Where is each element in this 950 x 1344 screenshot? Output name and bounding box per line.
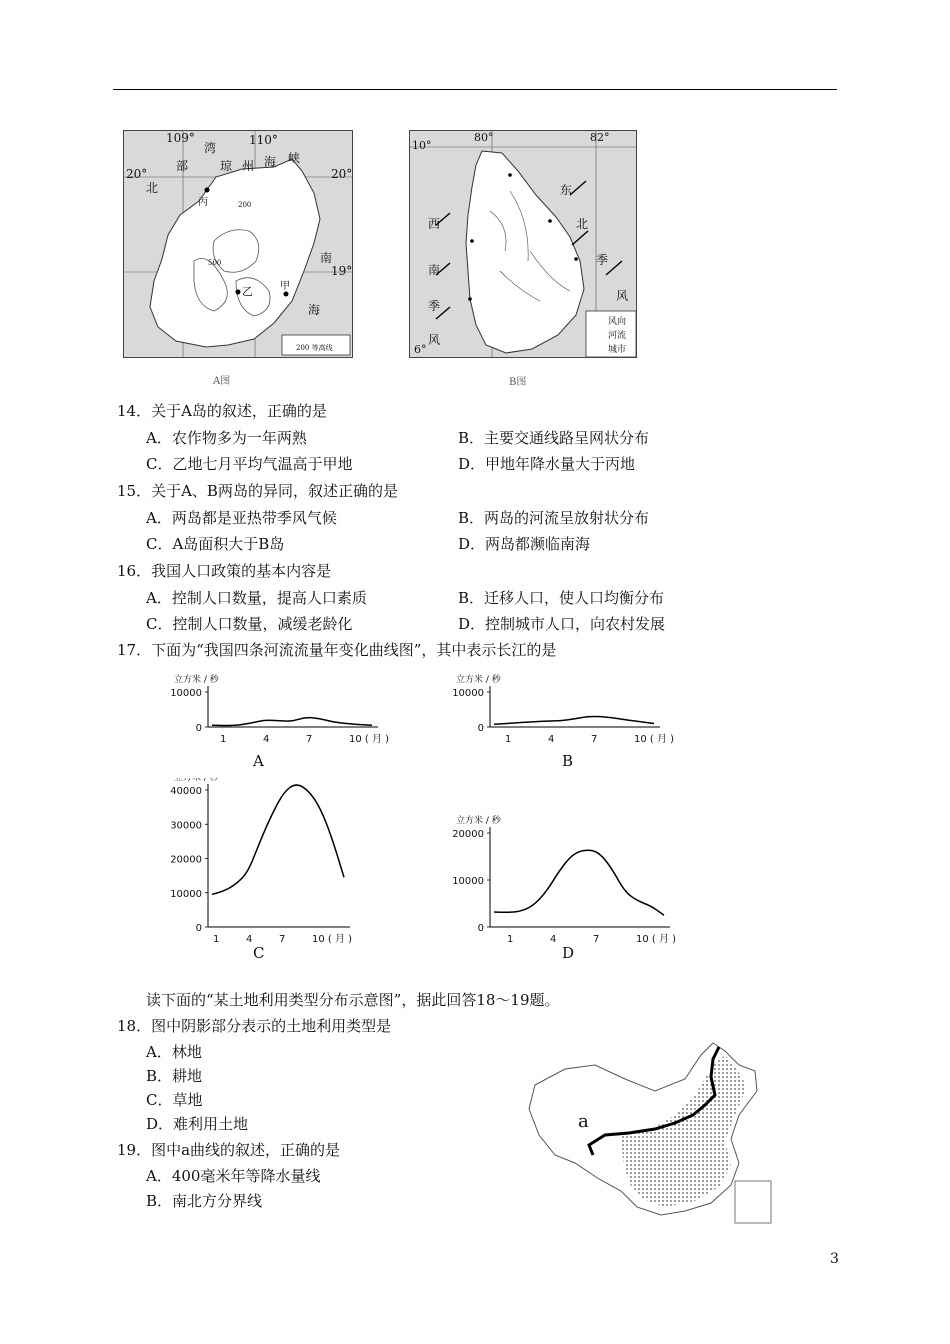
map-b-legend-wind: 风向 bbox=[608, 317, 627, 327]
map-a-sea-label: 湾 bbox=[204, 141, 217, 155]
map-b-monsoon-label: 风 bbox=[428, 333, 441, 347]
chart-d-y-tick-label: 10000 bbox=[452, 876, 484, 887]
map-a-place-bing: 丙 bbox=[198, 197, 208, 208]
chart-b-x-tick-label: 1 bbox=[505, 734, 512, 745]
map-b-lon-82: 82° bbox=[590, 131, 610, 144]
chart-c-y-tick-label: 0 bbox=[195, 923, 202, 934]
chart-a-x-tick-label: 10 ( 月 ) bbox=[349, 734, 390, 745]
chart-c-x-tick-label: 1 bbox=[213, 934, 220, 945]
map-a-lon-109: 109° bbox=[166, 131, 195, 145]
chart-d-y-label: 立方米 / 秒 bbox=[456, 816, 501, 826]
map-a-sea-label: 峡 bbox=[288, 151, 301, 165]
chart-b-svg bbox=[442, 670, 682, 752]
china-map-graphic bbox=[525, 1035, 775, 1225]
map-b-monsoon-label: 东 bbox=[560, 183, 573, 197]
chart-a-label: A bbox=[253, 752, 264, 770]
q15-stem: 15．关于A、B两岛的异同，叙述正确的是 bbox=[117, 482, 398, 500]
header-rule bbox=[113, 89, 837, 90]
chart-d-svg bbox=[442, 815, 682, 948]
map-a-graphic bbox=[124, 131, 352, 357]
map-b-monsoon-label: 西 bbox=[428, 217, 441, 231]
chart-b-x-tick-label: 4 bbox=[548, 734, 555, 745]
chart-d bbox=[442, 815, 682, 948]
q16-option-d: D．控制城市人口，向农村发展 bbox=[458, 615, 666, 633]
map-a-sea-label: 州 bbox=[242, 159, 255, 173]
q16-option-c: C．控制人口数量，减缓老龄化 bbox=[146, 615, 353, 633]
page-number: 3 bbox=[830, 1251, 839, 1267]
q14-option-d: D．甲地年降水量大于丙地 bbox=[458, 455, 636, 473]
map-a-lat-20-right: 20° bbox=[331, 167, 353, 181]
q18-option-a: A．林地 bbox=[146, 1043, 202, 1061]
q15-option-d: D．两岛都濒临南海 bbox=[458, 535, 591, 553]
chart-c-y-label: 立方米 / 秒 bbox=[174, 778, 219, 783]
map-b-legend-city: 城市 bbox=[608, 345, 627, 355]
map-a-sea-label: 海 bbox=[264, 155, 277, 169]
section-intro: 读下面的“某土地利用类型分布示意图”，据此回答18～19题。 bbox=[146, 991, 560, 1009]
chart-a-y-tick-label: 0 bbox=[195, 723, 202, 734]
chart-c-series-line bbox=[212, 785, 344, 894]
chart-d-x-tick-label: 1 bbox=[507, 934, 514, 945]
map-a-legend: 200 等高线 bbox=[296, 344, 333, 352]
chart-a-x-tick-label: 1 bbox=[220, 734, 227, 745]
map-a-caption: A图 bbox=[213, 376, 231, 387]
q16-stem: 16．我国人口政策的基本内容是 bbox=[117, 562, 332, 580]
q18-option-d: D．难利用土地 bbox=[146, 1115, 249, 1133]
chart-c-y-tick-label: 40000 bbox=[170, 786, 202, 797]
q18-stem: 18．图中阴影部分表示的土地利用类型是 bbox=[117, 1017, 392, 1035]
map-b-lon-80: 80° bbox=[474, 131, 494, 144]
hainan-island-shape bbox=[150, 159, 320, 347]
map-a-lat-19: 19° bbox=[331, 264, 353, 278]
chart-a-x-tick-label: 7 bbox=[306, 734, 313, 745]
chart-b-x-tick-label: 7 bbox=[591, 734, 598, 745]
q16-option-b: B．迁移人口，使人口均衡分布 bbox=[458, 589, 665, 607]
chart-b-series-line bbox=[494, 717, 654, 725]
q15-option-c: C．A岛面积大于B岛 bbox=[146, 535, 285, 553]
q14-option-c: C．乙地七月平均气温高于甲地 bbox=[146, 455, 353, 473]
map-b-lat-10: 10° bbox=[412, 139, 432, 152]
q19-option-a: A．400毫米年等降水量线 bbox=[146, 1167, 321, 1185]
chart-c-x-tick-label: 7 bbox=[279, 934, 286, 945]
chart-b-x-tick-label: 10 ( 月 ) bbox=[634, 734, 675, 745]
map-a-hainan bbox=[123, 130, 353, 358]
chart-b-y-tick-label: 10000 bbox=[452, 688, 484, 699]
chart-b-y-label: 立方米 / 秒 bbox=[456, 675, 501, 685]
chart-d-y-tick-label: 20000 bbox=[452, 829, 484, 840]
map-a-sea-label: 琼 bbox=[220, 159, 233, 173]
map-b-monsoon-label: 季 bbox=[596, 253, 609, 267]
chart-b bbox=[442, 670, 682, 752]
chart-d-x-tick-label: 7 bbox=[593, 934, 600, 945]
map-a-sea-label: 南 bbox=[320, 251, 333, 265]
q19-stem: 19．图中a曲线的叙述，正确的是 bbox=[117, 1141, 341, 1159]
q16-option-a: A．控制人口数量，提高人口素质 bbox=[146, 589, 367, 607]
map-a-place-yi: 乙 bbox=[242, 285, 253, 298]
map-b-monsoon-label: 风 bbox=[616, 289, 629, 303]
map-a-contour-200: 200 bbox=[238, 201, 252, 209]
map-b-monsoon-label: 北 bbox=[576, 217, 589, 231]
map-b-legend-river: 河流 bbox=[608, 331, 627, 341]
q14-option-a: A．农作物多为一年两熟 bbox=[146, 429, 307, 447]
chart-c-x-tick-label: 10 ( 月 ) bbox=[312, 934, 353, 945]
map-a-place-jia: 甲 bbox=[280, 281, 290, 292]
q17-stem: 17．下面为“我国四条河流流量年变化曲线图”，其中表示长江的是 bbox=[117, 641, 557, 659]
china-land-use-map bbox=[525, 1035, 775, 1225]
chart-a-svg bbox=[150, 670, 390, 752]
map-b-sri-lanka bbox=[409, 130, 637, 358]
chart-b-label: B bbox=[562, 752, 574, 770]
chart-c bbox=[150, 778, 390, 948]
map-a-sea-label: 部 bbox=[176, 159, 189, 173]
chart-c-svg bbox=[150, 778, 390, 948]
chart-a-series-line bbox=[212, 718, 372, 726]
chart-c-x-tick-label: 4 bbox=[246, 934, 253, 945]
chart-d-x-tick-label: 4 bbox=[550, 934, 557, 945]
chart-c-y-tick-label: 30000 bbox=[170, 820, 202, 832]
map-a-lat-20-left: 20° bbox=[126, 167, 148, 181]
chart-d-x-tick-label: 10 ( 月 ) bbox=[636, 934, 677, 945]
chart-c-label: C bbox=[253, 944, 265, 962]
q18-option-c: C．草地 bbox=[146, 1091, 203, 1109]
map-a-sea-label: 北 bbox=[146, 181, 159, 195]
chart-a-y-label: 立方米 / 秒 bbox=[174, 675, 219, 685]
chart-a bbox=[150, 670, 390, 752]
q15-option-b: B．两岛的河流呈放射状分布 bbox=[458, 509, 650, 527]
q15-option-a: A．两岛都是亚热带季风气候 bbox=[146, 509, 337, 527]
chart-d-y-tick-label: 0 bbox=[477, 923, 484, 934]
map-b-monsoon-label: 季 bbox=[428, 299, 441, 313]
q18-option-b: B．耕地 bbox=[146, 1067, 203, 1085]
map-b-graphic bbox=[410, 131, 636, 357]
map-b-lat-6: 6° bbox=[414, 343, 427, 356]
chart-d-label: D bbox=[562, 944, 575, 962]
q14-option-b: B．主要交通线路呈网状分布 bbox=[458, 429, 650, 447]
chart-a-y-tick-label: 10000 bbox=[170, 688, 202, 699]
curve-a-label: a bbox=[578, 1111, 589, 1132]
chart-c-y-tick-label: 20000 bbox=[170, 854, 202, 866]
map-b-caption: B图 bbox=[509, 377, 527, 388]
map-b-monsoon-label: 南 bbox=[428, 263, 441, 277]
map-a-contour-500: 500 bbox=[208, 259, 222, 267]
chart-c-y-tick-label: 10000 bbox=[170, 888, 202, 900]
chart-d-series-line bbox=[494, 850, 664, 915]
map-a-sea-label: 海 bbox=[308, 303, 321, 317]
chart-b-y-tick-label: 0 bbox=[477, 723, 484, 734]
q19-option-b: B．南北方分界线 bbox=[146, 1192, 263, 1210]
q14-stem: 14．关于A岛的叙述，正确的是 bbox=[117, 402, 327, 420]
chart-a-x-tick-label: 4 bbox=[263, 734, 270, 745]
map-a-lon-110: 110° bbox=[249, 133, 278, 147]
